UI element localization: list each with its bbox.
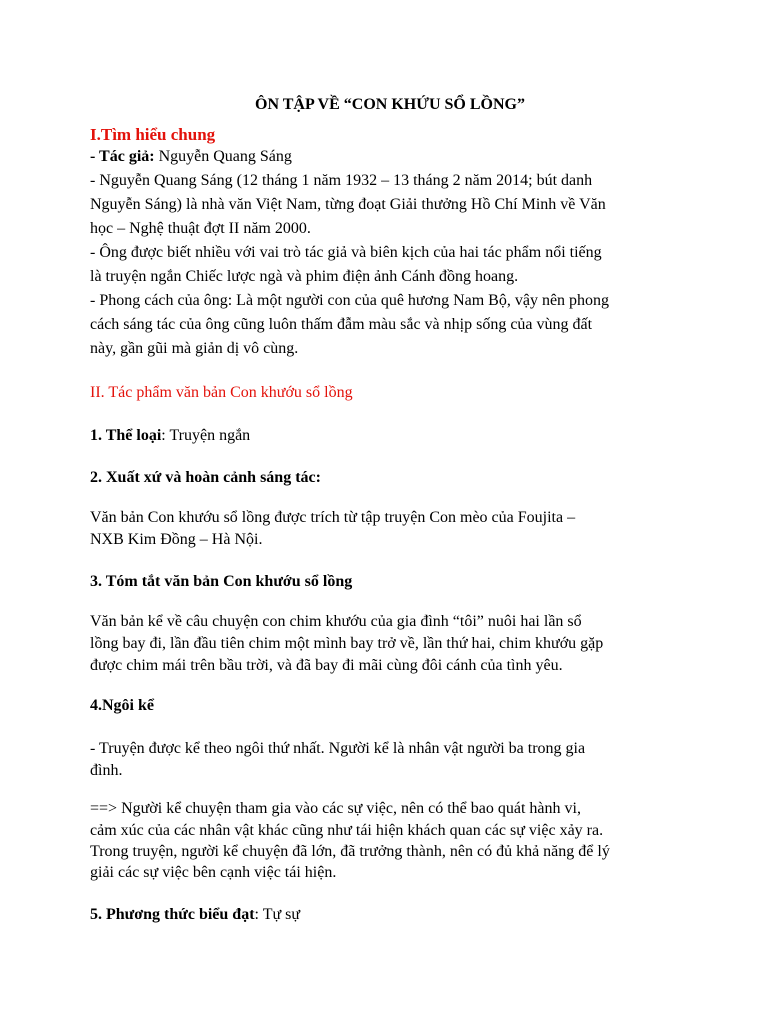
genre-value: : Truyện ngắn bbox=[161, 427, 251, 444]
narration-text-line: - Truyện được kể theo ngôi thứ nhất. Người kể là nhân vật người ba trong gia bbox=[90, 740, 586, 757]
summary-text-line: được chim mái trên bầu trời, và đã bay đi mãi cùng đôi cánh của tình yêu. bbox=[90, 657, 563, 674]
genre-label: 1. Thể loại bbox=[90, 427, 162, 444]
section-2-heading: II. Tác phẩm văn bản Con khướu sổ lồng bbox=[90, 384, 353, 401]
author-value: Nguyễn Quang Sáng bbox=[154, 148, 292, 165]
works-line: - Ông được biết nhiều với vai trò tác giả và biên kịch của hai tác phẩm nổi tiếng bbox=[90, 244, 602, 261]
mode-line bbox=[90, 905, 300, 925]
works-line: là truyện ngắn Chiếc lược ngà và phim điện ảnh Cánh đồng hoang. bbox=[90, 268, 519, 285]
summary-text-line: lồng bay đi, lần đầu tiên chim một mình bay trở về, lần thứ hai, chim khướu gặp bbox=[90, 635, 604, 652]
summary-text-line: Văn bản kể về câu chuyện con chim khướu của gia đình “tôi” nuôi hai lần sổ bbox=[90, 613, 582, 630]
narration-note-line: giải các sự việc bên cạnh việc tái hiện. bbox=[90, 864, 337, 881]
origin-heading-text: 2. Xuất xứ và hoàn cảnh sáng tác: bbox=[90, 469, 321, 486]
narration-heading-text: 4.Ngôi kể bbox=[90, 697, 154, 714]
document-title: ÔN TẬP VỀ “CON KHỨU SỔ LỒNG” bbox=[255, 96, 525, 113]
narration-note-line: Trong truyện, người kể chuyện đã lớn, đã trưởng thành, nên có đủ khả năng để lý bbox=[90, 843, 610, 860]
genre-line bbox=[90, 426, 250, 446]
author-line bbox=[90, 147, 292, 167]
bio-line: học – Nghệ thuật đợt II năm 2000. bbox=[90, 220, 311, 237]
narration-note-line: cảm xúc của các nhân vật khác cũng như tái hiện khách quan các sự việc xảy ra. bbox=[90, 822, 604, 839]
mode-value: : Tự sự bbox=[254, 906, 301, 923]
style-line: cách sáng tác của ông cũng luôn thấm đẫm màu sắc và nhịp sống của vùng đất bbox=[90, 316, 593, 333]
bio-line: - Nguyễn Quang Sáng (12 tháng 1 năm 1932 – 13 tháng 2 năm 2014; bút danh bbox=[90, 172, 593, 189]
summary-heading bbox=[90, 572, 352, 592]
origin-text-line: NXB Kim Đồng – Hà Nội. bbox=[90, 531, 263, 548]
narration-heading bbox=[90, 696, 154, 716]
style-line: này, gần gũi mà giản dị vô cùng. bbox=[90, 340, 299, 357]
mode-label: 5. Phương thức biểu đạt bbox=[90, 906, 255, 923]
summary-heading-text: 3. Tóm tắt văn bản Con khướu sổ lồng bbox=[90, 573, 353, 590]
origin-heading bbox=[90, 468, 321, 488]
origin-text-line: Văn bản Con khướu sổ lồng được trích từ tập truyện Con mèo của Foujita – bbox=[90, 509, 576, 526]
style-line: - Phong cách của ông: Là một người con của quê hương Nam Bộ, vậy nên phong bbox=[90, 292, 610, 309]
author-label: - Tác giả: bbox=[90, 148, 155, 165]
narration-text-line: đình. bbox=[90, 762, 123, 779]
narration-note-line: ==> Người kể chuyện tham gia vào các sự việc, nên có thể bao quát hành vi, bbox=[90, 800, 581, 817]
section-1-heading: I.Tìm hiểu chung bbox=[90, 125, 216, 144]
bio-line: Nguyễn Sáng) là nhà văn Việt Nam, từng đoạt Giải thưởng Hồ Chí Minh về Văn bbox=[90, 196, 606, 213]
